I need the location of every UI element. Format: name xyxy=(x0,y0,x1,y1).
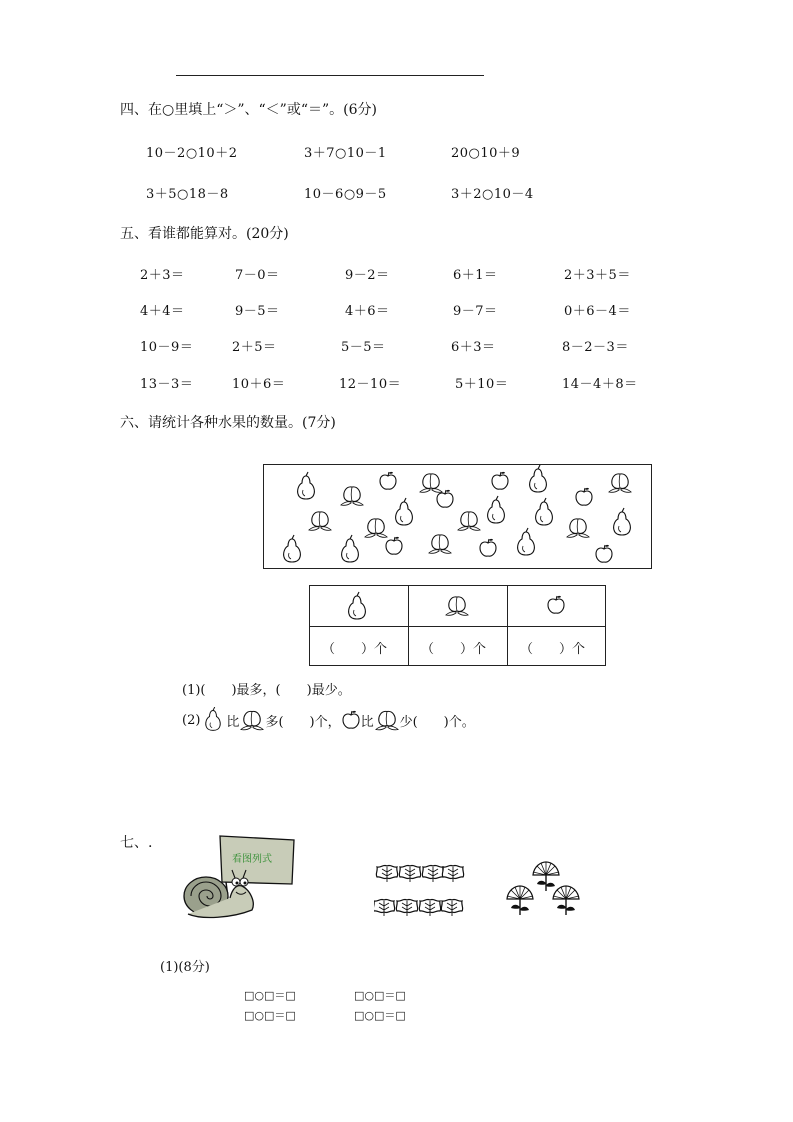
question-2 xyxy=(182,707,475,733)
pear-icon xyxy=(530,465,547,492)
peach-count-cell: （ ）个 xyxy=(421,642,487,657)
leaf-icon xyxy=(399,865,420,882)
apple-icon xyxy=(596,545,612,562)
pear-icon xyxy=(614,508,631,535)
comparison-item: 3＋5○18－8 xyxy=(146,187,229,202)
pear-icon xyxy=(284,535,301,562)
arithmetic-item: 4＋6＝ xyxy=(345,304,390,319)
leaf-icon xyxy=(374,899,395,916)
comparison-item: 10－6○9－5 xyxy=(304,187,387,202)
leaf-icon xyxy=(422,865,443,882)
section5-heading: 五、看谁都能算对。(20分) xyxy=(120,226,289,242)
apple-icon xyxy=(341,709,361,731)
fruit-scatter-illustration xyxy=(264,465,651,568)
comparison-item: 3＋7○10－1 xyxy=(304,146,387,161)
peach-icon xyxy=(458,512,480,531)
fruit-picture-box xyxy=(263,464,652,569)
arithmetic-item: 5＋10＝ xyxy=(455,377,509,392)
pear-icon xyxy=(349,592,366,619)
arithmetic-item: 7－0＝ xyxy=(235,268,280,283)
leaf-icon xyxy=(376,865,397,882)
pear-icon xyxy=(488,496,505,523)
pear-icon xyxy=(396,498,413,525)
flower-icon xyxy=(507,886,533,915)
flower-icon xyxy=(553,886,579,915)
peach-icon xyxy=(446,597,468,616)
section7-heading: 七、. xyxy=(120,835,153,851)
pear-count-cell: （ ）个 xyxy=(322,642,388,657)
arithmetic-item: 4＋4＝ xyxy=(140,304,185,319)
comparison-item: 10－2○10＋2 xyxy=(146,146,238,161)
answer-blank[interactable]: □○□＝□ xyxy=(354,1009,406,1022)
pear-icon xyxy=(342,535,359,562)
peach-icon xyxy=(365,519,387,538)
apple-icon xyxy=(380,472,396,489)
answer-blank[interactable]: □○□＝□ xyxy=(244,989,296,1002)
sign-text: 看图列式 xyxy=(232,854,272,865)
answer-blank[interactable]: □○□＝□ xyxy=(354,989,406,1002)
pear-icon xyxy=(536,498,553,525)
peach-icon xyxy=(309,512,331,531)
apple-icon xyxy=(548,596,564,613)
apple-icon xyxy=(576,488,592,505)
arithmetic-item: 6＋1＝ xyxy=(453,268,498,283)
apple-icon xyxy=(480,539,496,556)
arithmetic-item: 8－2－3＝ xyxy=(562,340,629,355)
comparison-item: 3＋2○10－4 xyxy=(451,187,534,202)
pear-icon xyxy=(298,472,315,499)
peach-icon xyxy=(341,487,363,506)
more-blank: 多( )个， xyxy=(265,714,341,730)
apple-count-cell: （ ）个 xyxy=(520,642,586,657)
arithmetic-item: 9－5＝ xyxy=(235,304,280,319)
leaf-icon xyxy=(396,899,417,916)
peach-icon xyxy=(239,708,265,732)
question-1: (1)( )最多，( )最少。 xyxy=(182,683,351,698)
snail-sign-illustration xyxy=(182,832,300,922)
flowers-illustration xyxy=(502,855,590,927)
arithmetic-item: 13－3＝ xyxy=(140,377,194,392)
leaf-icon xyxy=(419,899,440,916)
flower-icon xyxy=(533,862,559,891)
fruit-header-icons xyxy=(310,586,605,626)
arithmetic-item: 2＋5＝ xyxy=(232,340,277,355)
compare-word: 比 xyxy=(360,714,374,730)
arithmetic-item: 9－7＝ xyxy=(453,304,498,319)
comparison-item: 20○10＋9 xyxy=(451,146,521,161)
section7-subheading: (1)(8分) xyxy=(160,960,210,975)
leaf-icon xyxy=(441,899,462,916)
compare-word: 比 xyxy=(226,714,240,730)
arithmetic-item: 12－10＝ xyxy=(339,377,402,392)
arithmetic-item: 5－5＝ xyxy=(341,340,386,355)
apple-icon xyxy=(386,537,402,554)
section4-heading: 四、在○里填上“＞”、“＜”或“＝”。(6分) xyxy=(120,102,377,118)
peach-icon xyxy=(420,474,442,493)
arithmetic-item: 2＋3＋5＝ xyxy=(564,268,631,283)
arithmetic-item: 2＋3＝ xyxy=(140,268,185,283)
arithmetic-item: 9－2＝ xyxy=(345,268,390,283)
arithmetic-item: 10＋6＝ xyxy=(232,377,286,392)
section6-heading: 六、请统计各种水果的数量。(7分) xyxy=(120,415,336,431)
arithmetic-item: 14－4＋8＝ xyxy=(562,377,638,392)
arithmetic-item: 0＋6－4＝ xyxy=(564,304,631,319)
pear-icon xyxy=(518,528,535,555)
arithmetic-item: 10－9＝ xyxy=(140,340,194,355)
pear-icon xyxy=(200,707,226,733)
question-2-label: (2) xyxy=(182,712,201,728)
leaves-illustration xyxy=(374,860,478,926)
less-blank: 少( )个。 xyxy=(399,714,475,730)
apple-icon xyxy=(492,472,508,489)
fruit-count-table xyxy=(309,585,606,666)
peach-icon xyxy=(429,535,451,554)
peach-icon xyxy=(609,474,631,493)
leaf-icon xyxy=(442,865,463,882)
top-rule xyxy=(176,75,484,76)
peach-icon xyxy=(374,708,400,732)
arithmetic-item: 6＋3＝ xyxy=(451,340,496,355)
peach-icon xyxy=(567,519,589,538)
answer-blank[interactable]: □○□＝□ xyxy=(244,1009,296,1022)
